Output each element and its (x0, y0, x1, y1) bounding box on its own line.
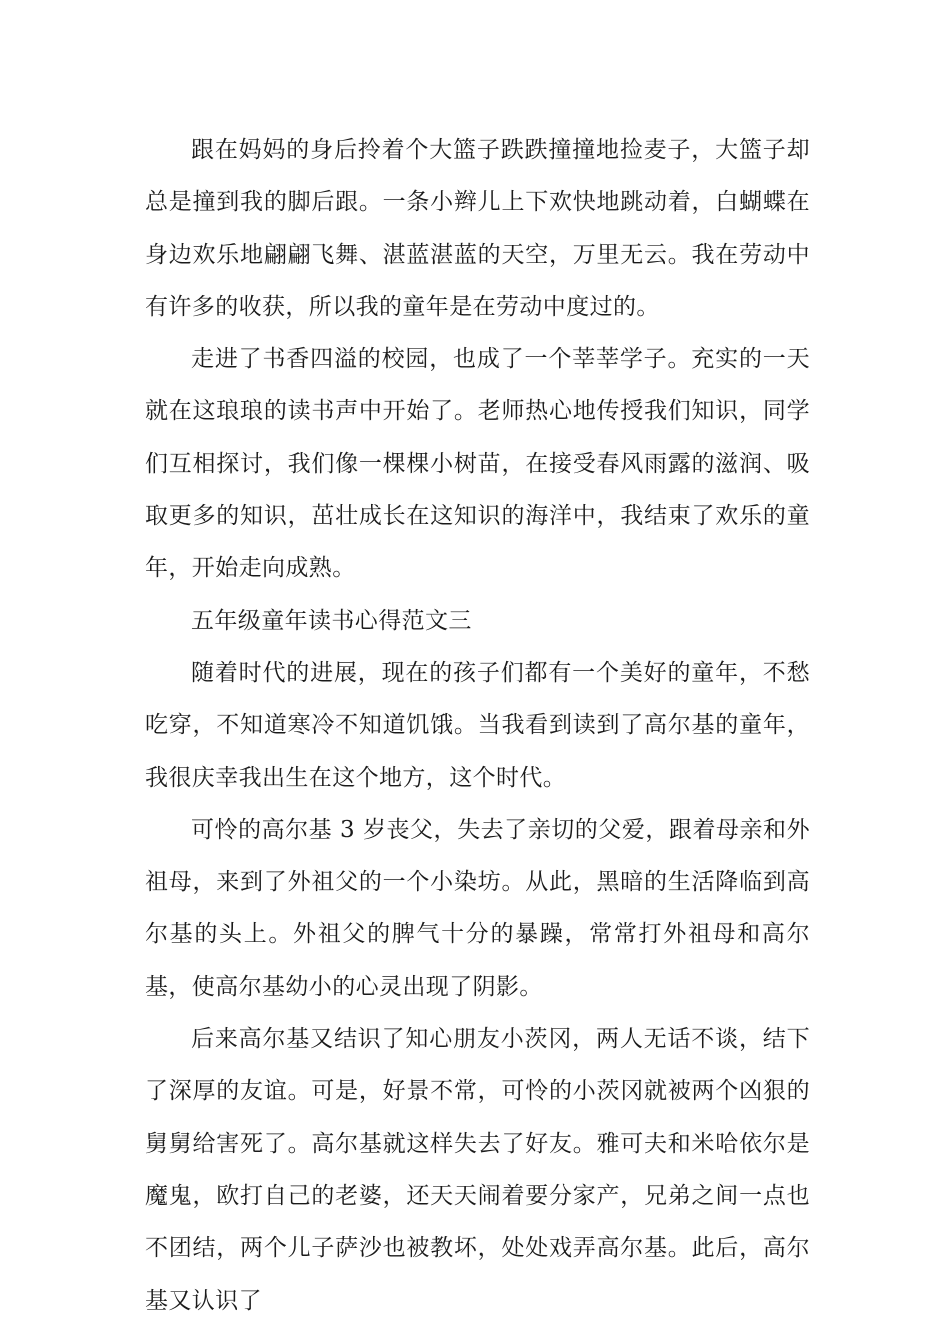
document-body (145, 124, 810, 1327)
paragraph-3: 随着时代的进展，现在的孩子们都有一个美好的童年，不愁吃穿，不知道寒冷不知道饥饿。当我看到读到了高尔基的童年，我很庆幸我出生在这个地方，这个时代。 (145, 659, 810, 791)
section-heading: 五年级童年读书心得范文三 (191, 607, 472, 634)
paragraph-2: 走进了书香四溢的校园，也成了一个莘莘学子。充实的一天就在这琅琅的读书声中开始了。老师热心地传授我们知识，同学们互相探讨，我们像一棵棵小树苗，在接受春风雨露的滋润、吸取更多的知识，茁壮成长在这知识的海洋中，我结束了欢乐的童年，开始走向成熟。 (145, 346, 810, 582)
paragraph-4: 可怜的高尔基 3 岁丧父，失去了亲切的父爱，跟着母亲和外祖母，来到了外祖父的一个小染坊。从此，黑暗的生活降临到高尔基的头上。外祖父的脾气十分的暴躁，常常打外祖母和高尔基，使高尔基幼小的心灵出现了阴影。 (145, 816, 810, 1000)
paragraph-1: 跟在妈妈的身后拎着个大篮子跌跌撞撞地捡麦子，大篮子却总是撞到我的脚后跟。一条小辫儿上下欢快地跳动着，白蝴蝶在身边欢乐地翩翩飞舞、湛蓝湛蓝的天空，万里无云。我在劳动中有许多的收获，所以我的童年是在劳动中度过的。 (145, 137, 810, 320)
paragraph-5: 后来高尔基又结识了知心朋友小茨冈，两人无话不谈，结下了深厚的友谊。可是，好景不常，可怜的小茨冈就被两个凶狠的舅舅给害死了。高尔基就这样失去了好友。雅可夫和米哈依尔是魔鬼，欧打自己的老婆，还天天闹着要分家产，兄弟之间一点也不团结，两个儿子萨沙也被教坏，处处戏弄高尔基。此后，高尔基又认识了 (145, 1026, 810, 1314)
